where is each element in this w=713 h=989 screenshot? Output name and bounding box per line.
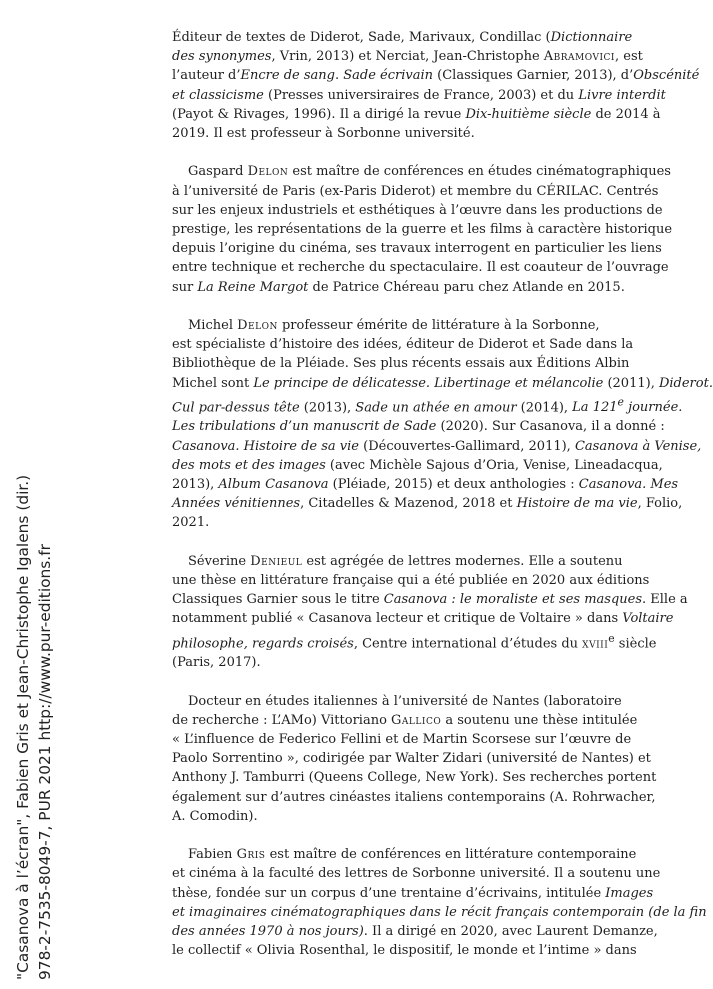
text-run: . — [334, 68, 344, 84]
text-line — [172, 105, 664, 124]
text-run: (2014), — [516, 400, 573, 416]
text-line — [172, 47, 664, 66]
bio-gris — [172, 845, 707, 960]
bio-gallico — [172, 692, 664, 826]
credit-book-line: "Casanova à l’écran", Fabien Gris et Jean-Christophe Igalens (dir.) — [14, 474, 32, 980]
text-run: est maître de conférences en littérature contemporaine — [265, 847, 637, 863]
book-title: Livre interdit — [578, 87, 666, 103]
book-title: Obscénité — [633, 68, 700, 84]
text-run: Éditeur de textes de Diderot, Sade, Marivaux, Condillac ( — [172, 30, 551, 45]
book-title: Les tribulations d’un manuscrit de Sade — [172, 419, 437, 435]
book-title: Sade écrivain — [343, 68, 434, 84]
text-run: Classiques Garnier sous le titre — [172, 592, 384, 608]
text-line: le collectif « Olivia Rosenthal, le dispositif, le monde et l’intime » dans — [172, 943, 637, 959]
text-line: Paolo Sorrentino », codirigée par Walter Zidari (université de Nantes) et — [172, 751, 651, 767]
text-line — [172, 316, 664, 335]
text-line — [172, 711, 664, 730]
text-run: La 121 — [572, 400, 618, 416]
bio-michel-delon — [172, 316, 713, 533]
text-line — [172, 903, 707, 922]
book-title: Sade un athée en amour — [355, 400, 517, 416]
book-title: des synonymes — [172, 49, 272, 65]
book-title: Album Casanova — [218, 476, 329, 492]
book-title: philosophe, regards croisés — [172, 635, 354, 651]
text-run: Michel — [188, 318, 238, 334]
text-line: également sur d’autres cinéastes italiens contemporains (A. Rohrwacher, — [172, 789, 656, 805]
text-line: entre technique et recherche du spectaculaire. Il est coauteur de l’ouvrage — [172, 260, 669, 276]
book-title: Images — [605, 885, 654, 901]
text-line — [172, 884, 664, 903]
text-line: et cinéma à la faculté des lettres de Sorbonne université. Il a soutenu une — [172, 866, 661, 882]
book-title — [572, 395, 683, 416]
book-title: Voltaire — [622, 611, 674, 627]
book-title: Dictionnaire — [550, 30, 633, 45]
text-line: Bibliothèque de la Pléiade. Ses plus récents essais aux Éditions Albin — [172, 356, 630, 372]
bio-gaspard-delon — [172, 162, 673, 296]
book-title: La Reine Margot — [197, 279, 309, 295]
text-line: à l’université de Paris (ex-Paris Diderot) et membre du CÉRILAC. Centrés — [172, 183, 659, 199]
text-line: sur les enjeux industriels et esthétiques à l’œuvre dans les productions de — [172, 202, 663, 218]
text-run: (Payot & Rivages, 1996). Il a dirigé la revue — [172, 106, 466, 122]
author-name: Gris — [236, 847, 266, 863]
book-title: Casanova. Histoire de sa vie — [172, 438, 359, 454]
text-line — [172, 417, 664, 436]
text-run: (Pléiade, 2015) et deux anthologies : — [328, 476, 579, 492]
text-line: est spécialiste d’histoire des idées, éditeur de Diderot et Sade dans la — [172, 337, 634, 353]
text-run: (Découvertes-Gallimard, 2011), — [359, 438, 575, 454]
text-line — [172, 437, 702, 456]
text-run: (2013), — [299, 400, 356, 416]
text-run: de recherche : L’AMo) Vittoriano — [172, 712, 392, 728]
text-line — [172, 845, 664, 864]
text-run: sur — [172, 279, 198, 295]
bio-denieul — [172, 552, 688, 673]
text-run: l’auteur d’ — [172, 68, 241, 84]
text-run: (avec Michèle Sajous d’Oria, Venise, Lineadacqua, — [325, 457, 663, 473]
credit-isbn-line: 978-2-7535-8049-7, PUR 2021 http://www.pur-editions.fr — [36, 544, 54, 980]
text-run: notamment publié « Casanova lecteur et critique de Voltaire » dans — [172, 611, 623, 627]
text-line — [172, 278, 664, 297]
contributors-text — [172, 28, 713, 980]
text-line: A. Comodin). — [172, 808, 258, 824]
author-name: Denieul — [250, 553, 303, 569]
text-run: thèse, fondée sur un corpus d’une trentaine d’écrivains, intitulée — [172, 885, 606, 901]
side-credit-text — [12, 50, 56, 980]
text-run: , Citadelles & Mazenod, 2018 et — [300, 496, 517, 512]
text-line: prestige, les représentations de la guerre et les films à caractère historique — [172, 222, 673, 238]
text-line — [172, 475, 679, 494]
text-line: Docteur en études italiennes à l’université de Nantes (laboratoire — [188, 693, 622, 709]
text-run: professeur émérite de littérature à la Sorbonne, — [277, 318, 600, 334]
book-title: et classicisme — [172, 87, 264, 103]
text-run: a soutenu une thèse intitulée — [441, 712, 638, 728]
text-line — [172, 374, 713, 393]
text-run: (2011), — [603, 375, 659, 391]
text-line: Anthony J. Tamburri (Queens College, New York). Ses recherches portent — [172, 770, 657, 786]
book-title: Années vénitiennes — [172, 496, 301, 512]
author-name: Delon — [237, 318, 278, 334]
text-run: de Patrice Chéreau paru chez Atlande en 2015. — [308, 279, 625, 295]
text-line — [172, 609, 674, 628]
book-title: et imaginaires cinématographiques dans le récit français contemporain (de la fin — [172, 904, 707, 920]
text-run: , est — [615, 49, 643, 65]
text-run: (2020). Sur Casanova, il a donné : — [436, 419, 665, 435]
author-name: Gallico — [391, 712, 442, 728]
text-run: (Classiques Garnier, 2013), d’ — [433, 68, 634, 84]
text-line — [172, 590, 688, 609]
text-run: de 2014 à — [591, 106, 661, 122]
text-line — [172, 494, 683, 513]
book-title: des années 1970 à nos jours) — [172, 923, 364, 939]
book-title: des mots et des images — [172, 457, 326, 473]
text-run: journée. — [623, 400, 683, 416]
text-line — [172, 86, 664, 105]
author-name: Delon — [247, 164, 289, 180]
text-line: une thèse en littérature française qui a été publiée en 2020 aux éditions — [172, 572, 650, 588]
text-run: est agrégée de lettres modernes. Elle a soutenu — [302, 553, 623, 569]
text-run: Séverine — [188, 553, 251, 569]
text-run: 2013), — [172, 476, 219, 492]
text-run: . Elle a — [642, 592, 688, 608]
text-line — [172, 162, 671, 181]
text-run: , Vrin, 2013) et Nerciat, Jean-Christophe — [271, 49, 544, 65]
text-run: Michel sont — [172, 375, 254, 391]
superscript: e — [608, 631, 615, 645]
book-title: Casanova. Mes — [578, 476, 679, 492]
book-title: Casanova à Venise, — [574, 438, 702, 454]
text-line: (Paris, 2017). — [172, 655, 261, 671]
book-title: Diderot. — [658, 375, 713, 391]
book-title: Histoire de ma vie — [516, 496, 638, 512]
text-line — [172, 393, 683, 418]
book-title: Casanova : le moraliste et ses masques — [383, 592, 643, 608]
text-run: (Presses universiraires de France, 2003) et du — [263, 87, 579, 103]
book-title: Encre de sang — [240, 68, 335, 84]
book-title: Le principe de délicatesse. Libertinage et mélancolie — [253, 375, 604, 391]
bio-abramovici — [172, 28, 700, 143]
superscript: e — [617, 395, 624, 409]
text-line — [172, 66, 700, 85]
text-line: 2019. Il est professeur à Sorbonne université. — [172, 126, 475, 142]
book-title: Cul par-dessus tête — [172, 400, 300, 416]
text-line — [172, 922, 664, 941]
text-line — [172, 629, 664, 654]
text-run: Gaspard — [188, 164, 248, 180]
century-numeral: xviii — [582, 635, 609, 651]
text-run: est maître de conférences en études cinématographiques — [288, 164, 671, 180]
text-run: , Folio, — [637, 496, 683, 512]
text-line: depuis l’origine du cinéma, ses travaux interrogent en particulier les liens — [172, 241, 662, 257]
text-line: 2021. — [172, 515, 210, 531]
text-line: « L’influence de Federico Fellini et de Martin Scorsese sur l’œuvre de — [172, 731, 632, 747]
text-run: siècle — [614, 635, 657, 651]
text-line — [172, 456, 664, 475]
text-run: , Centre international d’études du — [353, 635, 583, 651]
text-run: . Il a dirigé en 2020, avec Laurent Demanze, — [363, 923, 658, 939]
text-run: Fabien — [188, 847, 237, 863]
text-line — [172, 552, 664, 571]
author-name: Abramovici — [543, 49, 615, 65]
text-line — [172, 28, 664, 47]
side-credit — [12, 50, 72, 980]
journal-title: Dix-huitième siècle — [465, 106, 592, 122]
